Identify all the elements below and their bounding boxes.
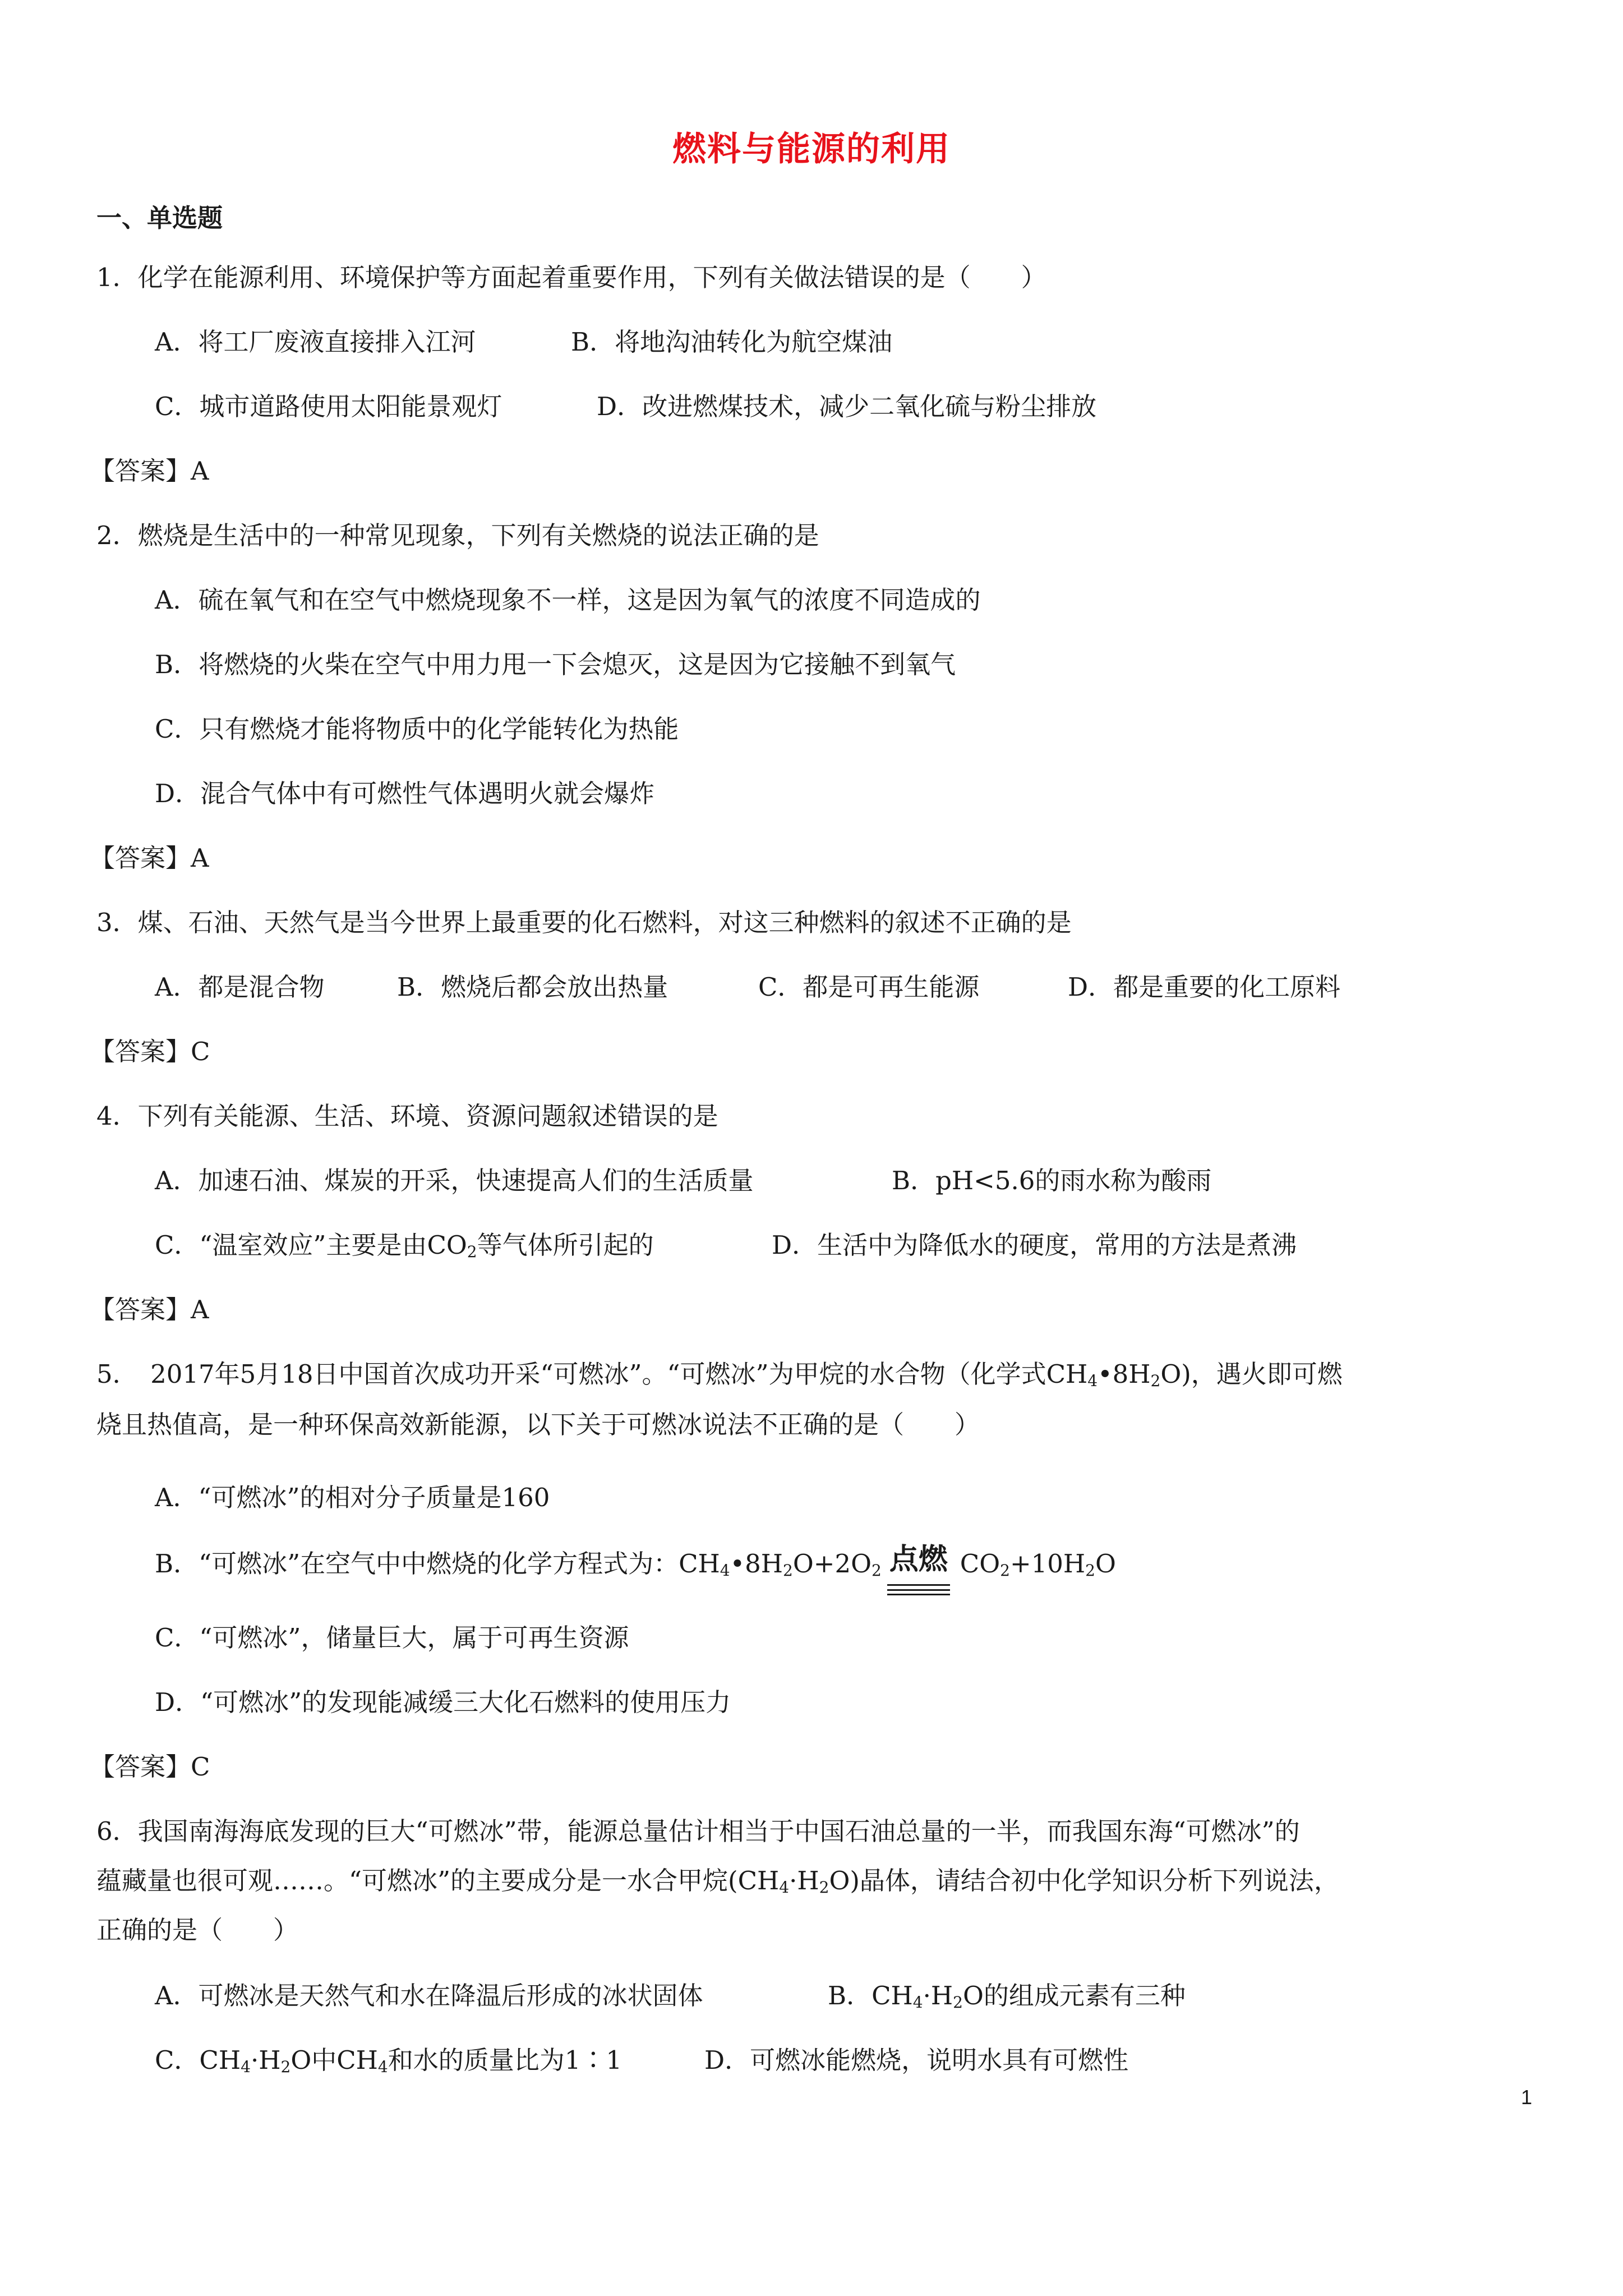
question-4-stem: 4．下列有关能源、生活、环境、资源问题叙述错误的是	[96, 1101, 718, 1131]
q6-option-a: A．可燃冰是天然气和水在降温后形成的冰状固体	[155, 1981, 703, 2010]
q4-option-a: A．加速石油、煤炭的开采，快速提高人们的生活质量	[155, 1166, 754, 1195]
q4-option-c: C．“温室效应”主要是由$CO_2$等气体所引起的	[155, 1230, 654, 1261]
q6-option-c: C．$CH_4\cdot H_2O$中$CH_4$和水的质量比为1∶1	[155, 2045, 622, 2076]
q2-option-d: D．混合气体中有可燃性气体遇明火就会爆炸	[155, 779, 655, 808]
q1-option-a: A．将工厂废液直接排入江河	[155, 327, 476, 357]
page-number: 1	[1521, 2086, 1533, 2109]
q2-option-c: C．只有燃烧才能将物质中的化学能转化为热能	[155, 714, 679, 744]
question-2-stem: 2．燃烧是生活中的一种常见现象，下列有关燃烧的说法正确的是	[96, 521, 819, 550]
q4-answer: 【答案】A	[90, 1295, 209, 1324]
equals-bars	[887, 1584, 950, 1595]
q3-option-a: A．都是混合物	[155, 972, 325, 1002]
q2-option-a: A．硫在氧气和在空气中燃烧现象不一样，这是因为氧气的浓度不同造成的	[155, 585, 981, 615]
q5-option-c: C．“可燃冰”，储量巨大，属于可再生资源	[155, 1623, 629, 1653]
q5-option-a: A．“可燃冰”的相对分子质量是160	[155, 1483, 550, 1512]
reaction-condition-sign	[885, 1543, 952, 1581]
q6-option-d: D．可燃冰能燃烧，说明水具有可燃性	[704, 2045, 1129, 2075]
page-title: 燃料与能源的利用	[672, 130, 951, 169]
q5-answer: 【答案】C	[90, 1752, 210, 1782]
q1-option-d: D．改进燃煤技术，减少二氧化硫与粉尘排放	[597, 392, 1097, 421]
question-1-stem: 1．化学在能源利用、环境保护等方面起着重要作用，下列有关做法错误的是（ ）	[96, 263, 1046, 292]
question-3-stem: 3．煤、石油、天然气是当今世界上最重要的化石燃料，对这三种燃料的叙述不正确的是	[96, 908, 1072, 937]
q5-option-b: B．“可燃冰”在空气中中燃烧的化学方程式为：$CH_4•8H_2O+2O_2$ 点燃 $CO_2+10H_2O$	[155, 1547, 1116, 1581]
question-6-stem-line-1: 6．我国南海海底发现的巨大“可燃冰”带，能源总量估计相当于中国石油总量的一半，而我国东海“可燃冰”的	[96, 1816, 1300, 1846]
q1-option-c: C．城市道路使用太阳能景观灯	[155, 392, 502, 421]
question-5-stem-line-1: 5． 2017年5月18日中国首次成功开采“可燃冰”。“可燃冰”为甲烷的水合物（化学式$CH_4•8H_2O$)，遇火即可燃	[96, 1359, 1343, 1390]
q3-answer: 【答案】C	[90, 1037, 210, 1066]
q2-answer: 【答案】A	[90, 843, 209, 873]
section-heading: 一、单选题	[96, 203, 223, 233]
q1-answer: 【答案】A	[90, 456, 209, 486]
q6-option-b: B．$CH_4\cdot H_2O$的组成元素有三种	[828, 1981, 1186, 2012]
question-6-stem-line-2: 蕴藏量也很可观……。“可燃冰”的主要成分是一水合甲烷$(CH_4\cdot H_2O)$晶体，请结合初中化学知识分析下列说法，	[96, 1866, 1339, 1897]
q5-option-d: D．“可燃冰”的发现能减缓三大化石燃料的使用压力	[155, 1687, 731, 1717]
ignite-condition-label: 点燃	[889, 1543, 948, 1576]
q4-option-b: B．pH<5.6的雨水称为酸雨	[892, 1166, 1212, 1195]
question-6-stem-line-3: 正确的是（ ）	[96, 1915, 299, 1945]
q3-option-d: D．都是重要的化工原料	[1068, 972, 1341, 1002]
q1-option-b: B．将地沟油转化为航空煤油	[571, 327, 893, 357]
q4-option-d: D．生活中为降低水的硬度，常用的方法是煮沸	[772, 1230, 1297, 1260]
question-5-stem-line-2: 烧且热值高，是一种环保高效新能源，以下关于可燃冰说法不正确的是（ ）	[96, 1410, 980, 1439]
q2-option-b: B．将燃烧的火柴在空气中用力甩一下会熄灭，这是因为它接触不到氧气	[155, 650, 956, 679]
q3-option-c: C．都是可再生能源	[758, 972, 980, 1002]
q3-option-b: B．燃烧后都会放出热量	[397, 972, 668, 1002]
